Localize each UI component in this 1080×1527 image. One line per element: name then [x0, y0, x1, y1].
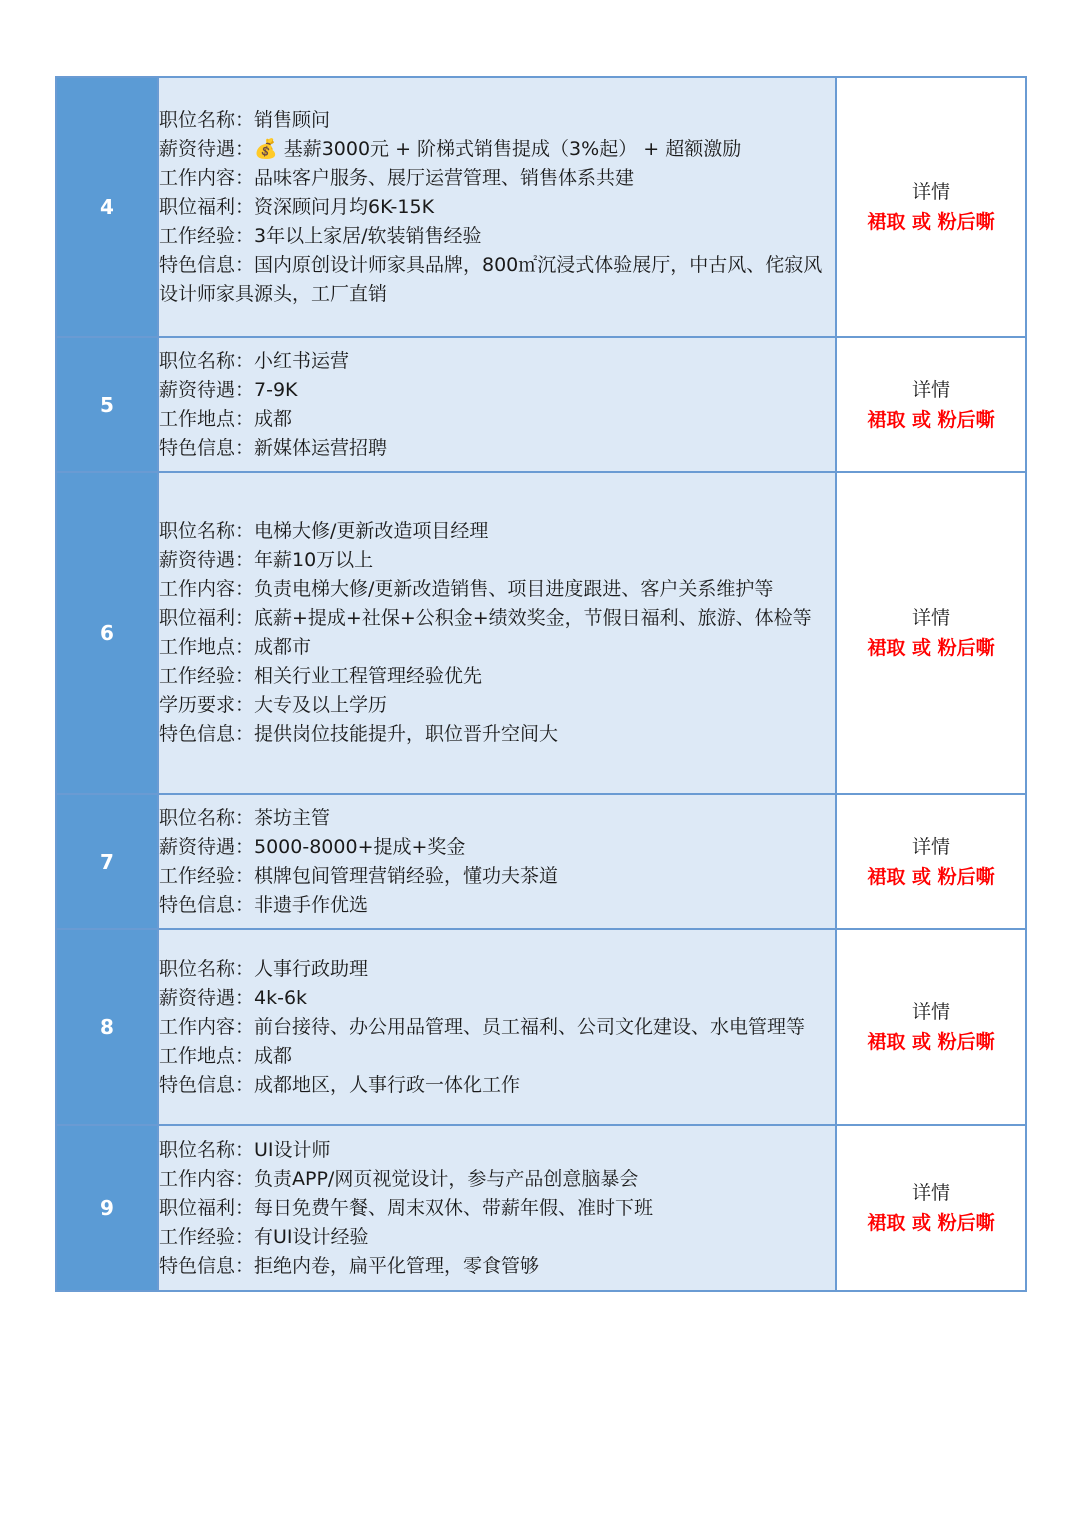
- job-title-line: 职位名称：人事行政助理: [159, 957, 369, 980]
- row-number: 8: [56, 929, 158, 1125]
- location-line: 工作地点：成都: [159, 407, 293, 430]
- table-row: [56, 929, 1026, 1125]
- duties-line: 工作内容：负责APP/网页视觉设计，参与产品创意脑暴会: [159, 1167, 639, 1190]
- detail-cell: [836, 77, 1026, 337]
- experience-line: 工作经验：有UI设计经验: [159, 1225, 369, 1248]
- job-info-cell: [158, 337, 836, 472]
- contact-label: 裙取 或 粉后嘶: [867, 1212, 995, 1234]
- salary-line: 薪资待遇：💰 基薪3000元 + 阶梯式销售提成（3%起） + 超额激励: [159, 137, 742, 160]
- highlights-line: 特色信息：新媒体运营招聘: [159, 436, 388, 459]
- row-number: 7: [56, 794, 158, 929]
- detail-label: 详情: [911, 378, 950, 401]
- job-info-cell: [158, 77, 836, 337]
- job-title-line: 职位名称：销售顾问: [159, 108, 331, 131]
- job-table-body: [56, 77, 1026, 1291]
- education-line: 学历要求：大专及以上学历: [159, 694, 388, 716]
- duties-line: 工作内容：品味客户服务、展厅运营管理、销售体系共建: [159, 166, 635, 189]
- experience-line: 工作经验：3年以上家居/软装销售经验: [159, 224, 482, 247]
- row-number: 6: [56, 472, 158, 794]
- detail-label: 详情: [911, 1182, 950, 1204]
- table-row: [56, 472, 1026, 794]
- job-info-cell: [158, 1125, 836, 1291]
- detail-label: 详情: [911, 1001, 950, 1023]
- row-number: 5: [56, 337, 158, 472]
- salary-line: 薪资待遇：4k-6k: [159, 986, 308, 1009]
- detail-cell: [836, 1125, 1026, 1291]
- salary-line: 薪资待遇：年薪10万以上: [159, 549, 374, 571]
- job-info-cell: [158, 472, 836, 794]
- salary-line: 薪资待遇：5000-8000+提成+奖金: [159, 835, 466, 858]
- salary-line: 薪资待遇：7-9K: [159, 378, 298, 401]
- table-row: [56, 337, 1026, 472]
- job-title-line: 职位名称：小红书运营: [159, 349, 350, 372]
- job-listing-table: [55, 76, 1027, 1292]
- job-title-line: 职位名称：电梯大修/更新改造项目经理: [159, 520, 489, 542]
- job-title-line: 职位名称：UI设计师: [159, 1138, 331, 1161]
- experience-line: 工作经验：棋牌包间管理营销经验，懂功夫茶道: [159, 864, 559, 887]
- row-number: 4: [56, 77, 158, 337]
- benefits-line: 职位福利：每日免费午餐、周末双休、带薪年假、准时下班: [159, 1196, 654, 1219]
- location-line: 工作地点：成都市: [159, 636, 312, 658]
- job-info-cell: [158, 929, 836, 1125]
- contact-label: 裙取 或 粉后嘶: [867, 865, 995, 888]
- detail-cell: [836, 929, 1026, 1125]
- duties-line: 工作内容：前台接待、办公用品管理、员工福利、公司文化建设、水电管理等: [159, 1015, 806, 1038]
- contact-label: 裙取 或 粉后嘶: [867, 408, 995, 431]
- duties-line: 工作内容：负责电梯大修/更新改造销售、项目进度跟进、客户关系维护等: [159, 578, 774, 600]
- detail-cell: [836, 472, 1026, 794]
- detail-label: 详情: [911, 607, 950, 629]
- table-row: [56, 1125, 1026, 1291]
- contact-label: 裙取 或 粉后嘶: [867, 1031, 995, 1053]
- highlights-line: 特色信息：非遗手作优选: [159, 893, 369, 916]
- contact-label: 裙取 或 粉后嘶: [867, 211, 995, 233]
- detail-label: 详情: [911, 835, 950, 858]
- highlights-line: 特色信息：国内原创设计师家具品牌，800㎡沉浸式体验展厅，中古风、侘寂风设计师家具源头，工厂直销: [159, 253, 823, 305]
- location-line: 工作地点：成都: [159, 1044, 293, 1067]
- highlights-line: 特色信息：成都地区，人事行政一体化工作: [159, 1073, 521, 1096]
- table-row: [56, 77, 1026, 337]
- benefits-line: 职位福利：资深顾问月均6K-15K: [159, 195, 435, 218]
- highlights-line: 特色信息：拒绝内卷，扁平化管理，零食管够: [159, 1254, 540, 1277]
- experience-line: 工作经验：相关行业工程管理经验优先: [159, 665, 483, 687]
- detail-label: 详情: [911, 181, 950, 203]
- job-info-cell: [158, 794, 836, 929]
- contact-label: 裙取 或 粉后嘶: [867, 637, 995, 659]
- row-number: 9: [56, 1125, 158, 1291]
- detail-cell: [836, 337, 1026, 472]
- table-row: [56, 794, 1026, 929]
- highlights-line: 特色信息：提供岗位技能提升，职位晋升空间大: [159, 723, 559, 745]
- job-title-line: 职位名称：茶坊主管: [159, 806, 331, 829]
- detail-cell: [836, 794, 1026, 929]
- benefits-line: 职位福利：底薪+提成+社保+公积金+绩效奖金，节假日福利、旅游、体检等: [159, 607, 812, 629]
